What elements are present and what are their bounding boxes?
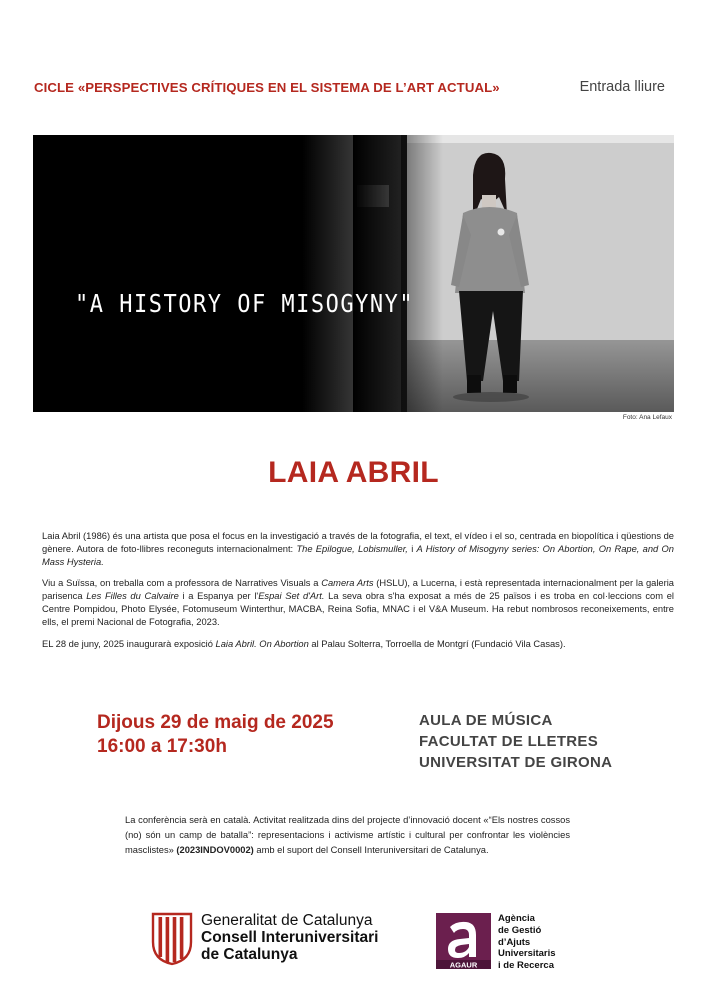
- artist-photo: [33, 135, 674, 412]
- agaur-name-line: de Gestió: [498, 924, 542, 936]
- event-time: 16:00 a 17:30h: [97, 736, 227, 757]
- agaur-wordmark: AGAUR: [449, 960, 478, 969]
- artwork-title-overlay: "A HISTORY OF MISOGYNY": [75, 290, 415, 319]
- bio-paragraph: Viu a Suïssa, on treballa com a professora de Narratives Visuals a Camera Arts (HSLU), a Lucerna, i està representada internacionalment per la galeria parisenca Les Filles du Calvaire i a Espanya per l'Espai Set d'Art. La seva obra s'ha exposat a més de 25 països i es troba en col·leccions com el Centre Pompidou, Photo Elysée, Fotomuseum Winterthur, MACBA, Reina Sofia, MNAC i el V&A Museum. Ha rebut nombrosos reconeixements, entre ells, el premi Nacional de Fotografia, 2023.: [42, 578, 674, 627]
- senyera-shield-icon: [151, 912, 193, 966]
- agaur-logo: [436, 913, 556, 972]
- event-venue: [419, 710, 612, 773]
- venue-faculty: FACULTAT DE LLETRES: [419, 733, 599, 750]
- event-datetime: [97, 711, 334, 759]
- bio-paragraph: EL 28 de juny, 2025 inaugurarà exposició Laia Abril. On Abortion al Palau Solterra, Torroella de Montgrí (Fundació Vila Casas).: [42, 638, 566, 649]
- venue-university: UNIVERSITAT DE GIRONA: [419, 754, 613, 771]
- admission-label: Entrada lliure: [579, 79, 665, 95]
- venue-room: AULA DE MÚSICA: [419, 712, 553, 729]
- generalitat-name: Generalitat de Catalunya: [201, 912, 373, 929]
- agaur-name-line: Agència: [498, 913, 535, 924]
- agaur-name-line: i de Recerca: [498, 960, 554, 972]
- council-name-line1: Consell Interuniversitari: [201, 929, 379, 946]
- agaur-mark-icon: [436, 913, 491, 969]
- series-title: CICLE «PERSPECTIVES CRÍTIQUES EN EL SISTEMA DE L’ART ACTUAL»: [34, 80, 500, 95]
- project-note: La conferència serà en català. Activitat realitzada dins del projecte d’innovació docent «“Els nostres cossos (no) són un camp de batalla”: representacions i activisme artístic i cultural per confrontar les violències masclistes» (2023INDOV0002) amb el suport del Consell Interuniversitari de Catalunya.: [125, 815, 570, 855]
- speaker-name: LAIA ABRIL: [268, 456, 439, 489]
- bio-paragraph: Laia Abril (1986) és una artista que posa el focus en la investigació a través de la fotografia, el text, el vídeo i el so, centrada en biopolítica i qüestions de gènere. Autora de foto-llibres reconeguts internacionalment: The Epilogue, Lobismuller, i A History of Misogyny series: On Abortion, On Rape, and On Mass Hysteria.: [42, 531, 674, 567]
- council-name-line2: de Catalunya: [201, 946, 298, 963]
- agaur-name-line: d’Ajuts: [498, 936, 531, 948]
- speaker-bio: [42, 530, 674, 659]
- event-date: Dijous 29 de maig de 2025: [97, 712, 334, 733]
- photo-credit: Foto: Ana Lefaux: [622, 414, 672, 421]
- hero-photo: [33, 135, 674, 412]
- agaur-name-line: Universitaris: [498, 948, 556, 960]
- generalitat-logo: [151, 912, 378, 966]
